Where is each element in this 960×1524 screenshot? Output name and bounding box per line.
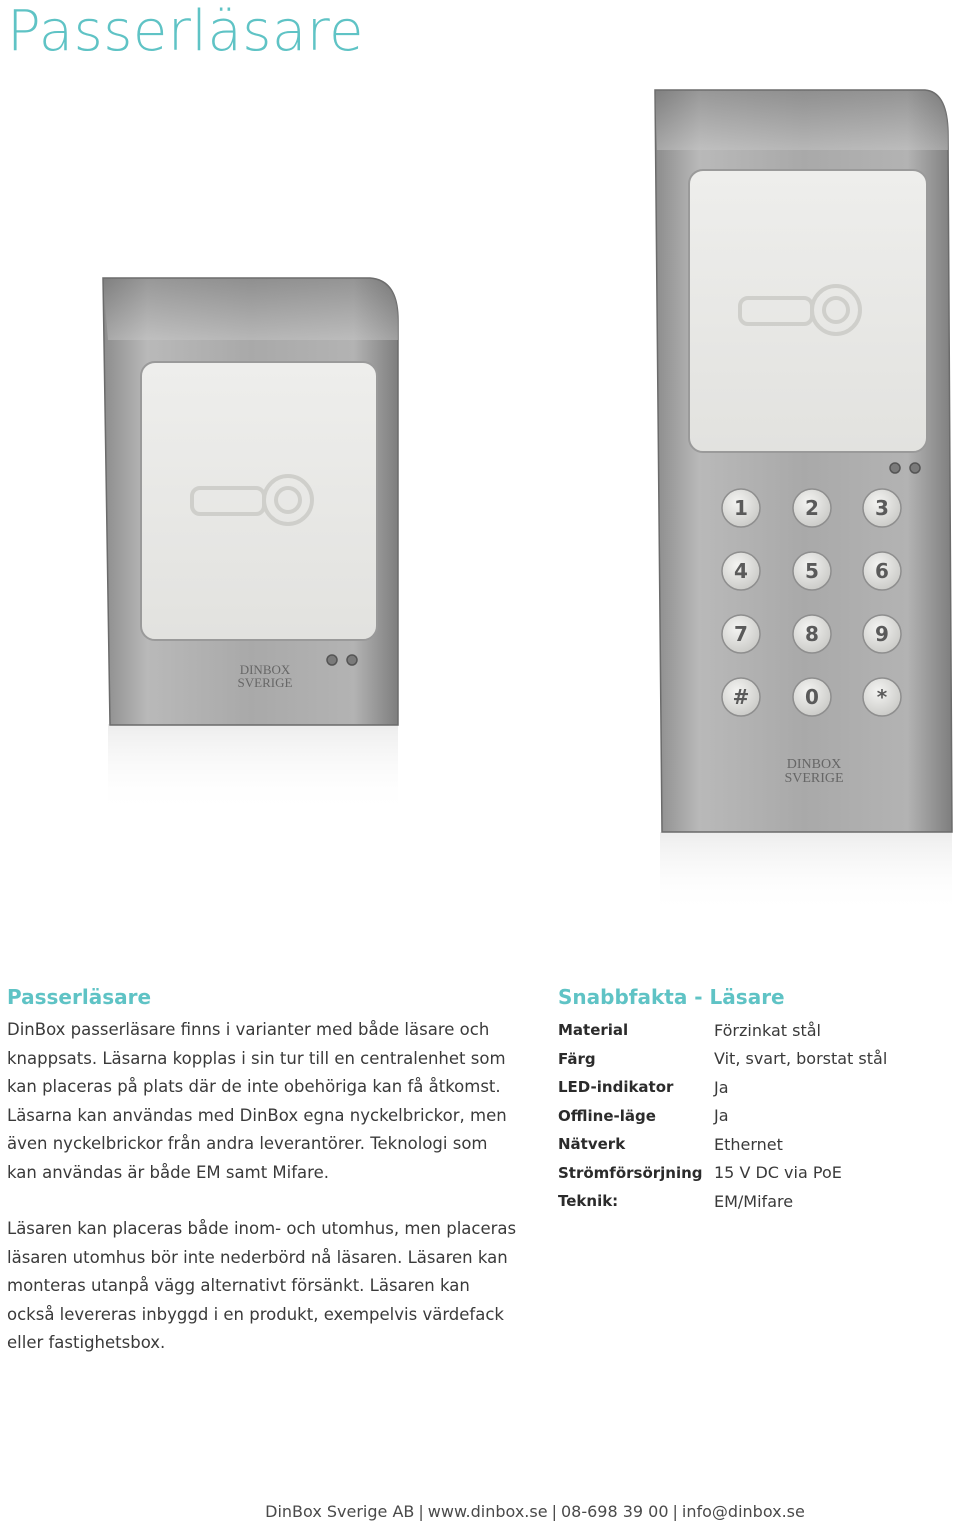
keypad-key-label: 9 (875, 622, 889, 646)
fact-value: 15 V DC via PoE (714, 1163, 842, 1183)
keypad-key (793, 552, 831, 590)
footer-phone: 08-698 39 00 (560, 1502, 669, 1521)
keypad-key (722, 615, 760, 653)
keypad-key (793, 678, 831, 716)
keypad-key-label: 6 (875, 559, 889, 583)
fact-value: Förzinkat stål (714, 1020, 821, 1040)
keypad-key-label: * (876, 685, 888, 709)
facts-row (558, 1130, 887, 1159)
fact-value: Vit, svart, borstat stål (714, 1049, 888, 1069)
keypad-key (863, 489, 901, 527)
footer: DinBox Sverige AB | www.dinbox.se | 08-698 39 00 | info@dinbox.se (265, 1502, 805, 1521)
fact-label: Färg (558, 1049, 596, 1068)
keypad-key (863, 615, 901, 653)
keypad-key-label: # (732, 685, 750, 709)
keypad-key (722, 552, 760, 590)
fact-value: Ethernet (714, 1134, 783, 1154)
description-heading: Passerläsare (7, 985, 152, 1009)
keypad-key-label: 8 (805, 622, 819, 646)
keypad-key (793, 615, 831, 653)
brand-logo-keypad-line2: SVERIGE (784, 771, 844, 786)
quick-facts-heading: Snabbfakta - Läsare (558, 985, 785, 1009)
keypad-key-label: 1 (734, 496, 748, 520)
fact-label: LED-indikator (558, 1078, 674, 1097)
keypad-key (793, 489, 831, 527)
fact-label: Nätverk (558, 1135, 626, 1154)
footer-email-link[interactable]: info@dinbox.se (681, 1502, 805, 1521)
facts-row (558, 1045, 887, 1074)
facts-row (558, 1159, 887, 1188)
product-photo (0, 80, 960, 920)
page-title: Passerläsare (7, 0, 365, 64)
quick-facts-table (558, 1016, 887, 1216)
footer-company: DinBox Sverige AB (265, 1502, 415, 1521)
fact-label: Material (558, 1021, 629, 1040)
keypad-key (863, 678, 901, 716)
keypad-key (722, 678, 760, 716)
fact-value: Ja (714, 1077, 729, 1097)
description-paragraph-2: Läsaren kan placeras både inom- och utomhus, men placeras läsaren utomhus bör inte nederbörd nå läsaren. Läsaren kan monteras utanpå vägg alternativt försänkt. Läsaren kan också levereras inbyggd i en produkt, exempelvis värdefack eller fastighetsbox. (7, 1219, 517, 1352)
keypad-key-label: 5 (805, 559, 819, 583)
keypad-key-label: 4 (734, 559, 748, 583)
fact-label: Strömförsörjning (558, 1163, 703, 1182)
keypad-reader-image (655, 90, 952, 914)
small-reader-image (103, 278, 398, 814)
fact-value: EM/Mifare (714, 1191, 794, 1211)
keypad-key-label: 2 (805, 496, 819, 520)
facts-row (558, 1016, 887, 1045)
keypad-key-label: 7 (734, 622, 748, 646)
description-section (7, 984, 517, 1358)
facts-row (558, 1187, 887, 1216)
keypad-key-label: 3 (875, 496, 889, 520)
footer-website-link[interactable]: www.dinbox.se (427, 1502, 548, 1521)
keypad-key-label: 0 (805, 685, 819, 709)
quick-facts-section (558, 984, 958, 1216)
brand-logo-small-line1: DINBOX (239, 662, 291, 677)
keypad-key (722, 489, 760, 527)
fact-value: Ja (714, 1106, 729, 1126)
brand-logo-keypad-line1: DINBOX (786, 757, 842, 772)
keypad-key (863, 552, 901, 590)
facts-row (558, 1073, 887, 1102)
fact-label: Offline-läge (558, 1106, 656, 1125)
brand-logo-small-line2: SVERIGE (237, 675, 293, 690)
fact-label: Teknik: (558, 1192, 619, 1211)
description-paragraph-1: DinBox passerläsare finns i varianter med både läsare och knappsats. Läsarna kopplas i sin tur till en centralenhet som kan placeras på plats där de inte obehöriga kan få åtkomst. Läsarna kan användas med DinBox egna nyckelbrickor, men även nyckelbrickor från andra leverantörer. Teknologi som kan användas är både EM samt Mifare. (7, 1020, 507, 1182)
facts-row (558, 1102, 887, 1131)
